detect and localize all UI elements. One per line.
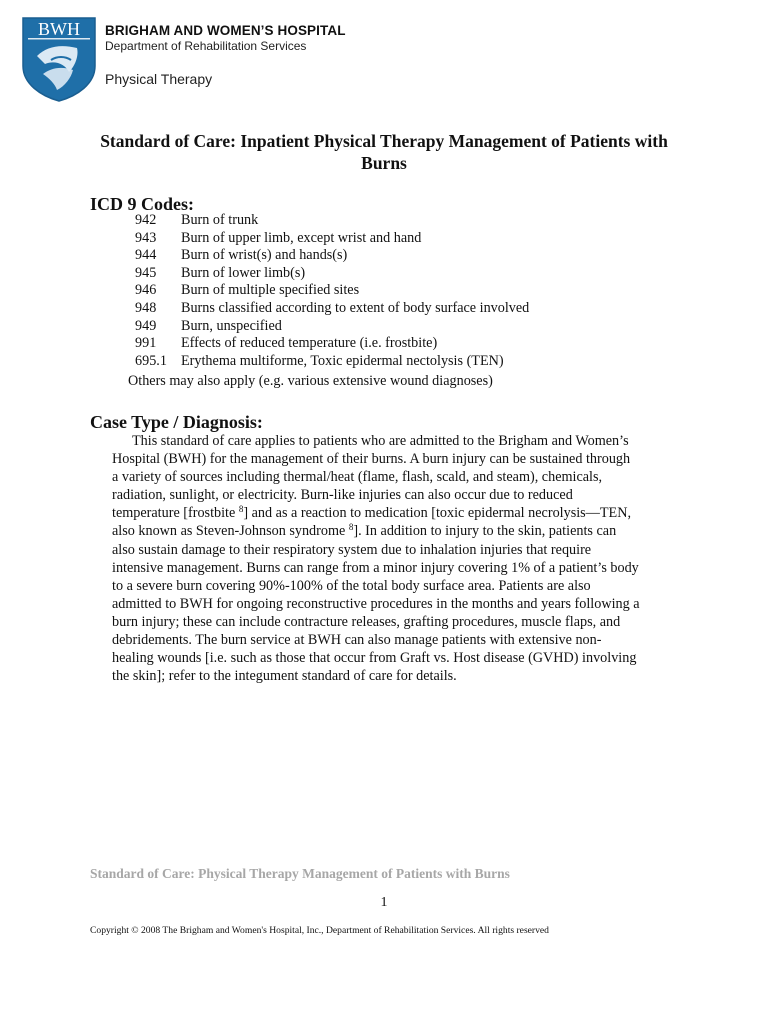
organization-block: [105, 23, 346, 87]
page-number: 1: [380, 895, 388, 910]
logo-text: BWH: [38, 19, 80, 39]
paragraph-line: Hospital (BWH) for the management of their burns. A burn injury can be sustained through: [112, 451, 631, 468]
icd-code-row: [135, 247, 529, 265]
icd-others-note: Others may also apply (e.g. various extensive wound diagnoses): [128, 373, 493, 389]
paragraph-line: This standard of care applies to patients who are admitted to the Brigham and Women’s: [132, 433, 629, 449]
reference-marker: 8: [238, 504, 244, 515]
case-type-paragraph: [112, 432, 682, 685]
icd-code-row: [135, 212, 529, 230]
icd-description: Erythema multiforme, Toxic epidermal nectolysis (TEN): [181, 352, 504, 369]
icd-description: Burn of wrist(s) and hands(s): [181, 247, 348, 264]
paragraph-line: healing wounds [i.e. such as those that occur from Graft vs. Host disease (GVHD) involving: [112, 650, 637, 667]
division-name: Physical Therapy: [105, 71, 213, 87]
icd-description: Effects of reduced temperature (i.e. frostbite): [181, 335, 438, 352]
bwh-shield-icon: [21, 16, 97, 102]
icd-code: 948: [135, 299, 157, 316]
icd-code: 945: [135, 264, 157, 281]
icd-code-row: [135, 318, 529, 336]
department-name: Department of Rehabilitation Services: [105, 39, 307, 53]
icd-code-row: [135, 265, 529, 283]
line-text: ]. In addition to injury to the skin, patients can: [353, 523, 617, 540]
footer-title: Standard of Care: Physical Therapy Management of Patients with Burns: [90, 866, 510, 881]
icd-code-row: [135, 353, 529, 371]
icd-code-row: [135, 230, 529, 248]
icd-code: 946: [135, 282, 157, 299]
icd-code-row: [135, 335, 529, 353]
copyright-notice: Copyright © 2008 The Brigham and Women's Hospital, Inc., Department of Rehabilitation Services. All rights reserved: [90, 925, 549, 936]
icd-code-row: [135, 282, 529, 300]
paragraph-line: the skin]; refer to the integument standard of care for details.: [112, 668, 457, 685]
line-text: ] and as a reaction to medication [toxic epidermal necrolysis—TEN,: [243, 505, 631, 522]
icd-code-list: [135, 212, 529, 370]
bwh-logo-shield: [21, 16, 97, 102]
document-title: Standard of Care: Inpatient Physical Therapy Management of Patients with Burns: [100, 131, 668, 173]
case-type-heading: Case Type / Diagnosis:: [90, 412, 263, 432]
line-text: temperature [frostbite: [112, 505, 239, 522]
icd-description: Burn of upper limb, except wrist and hand: [181, 229, 422, 246]
icd-code: 942: [135, 212, 157, 228]
line-text: also known as Steven-Johnson syndrome: [112, 523, 349, 540]
reference-marker: 8: [348, 522, 354, 533]
icd-description: Burns classified according to extent of body surface involved: [181, 299, 530, 316]
org-name: BRIGHAM AND WOMEN’S HOSPITAL: [105, 23, 346, 38]
icd-code: 695.1: [135, 352, 167, 369]
icd-code: 949: [135, 317, 157, 334]
paragraph-line: intensive management. Burns can range from a minor injury covering 1% of a patient’s body: [112, 559, 639, 576]
paragraph-line: also sustain damage to their respiratory system due to inhalation injuries that require: [112, 541, 592, 558]
paragraph-line: [112, 504, 682, 522]
icd-description: Burn of trunk: [181, 212, 259, 228]
icd-description: Burn, unspecified: [181, 317, 282, 334]
icd-code-row: [135, 300, 529, 318]
paragraph-line: a variety of sources including thermal/heat (flame, flash, scald, and steam), chemicals,: [112, 469, 603, 486]
icd-code: 943: [135, 229, 157, 246]
paragraph-line: radiation, sunlight, or electricity. Burn-like injuries can also occur due to reduced: [112, 487, 573, 504]
icd-code: 991: [135, 335, 157, 352]
paragraph-line: burn injury; these can include contracture releases, grafting procedures, muscle flaps, and: [112, 613, 621, 630]
paragraph-line: to a severe burn covering 90%-100% of the total body surface area. Patients are also: [112, 577, 591, 594]
paragraph-line: [112, 522, 682, 540]
icd-description: Burn of multiple specified sites: [181, 282, 360, 299]
icd-code: 944: [135, 247, 157, 264]
icd-description: Burn of lower limb(s): [181, 264, 306, 281]
icd-heading: ICD 9 Codes:: [90, 194, 195, 214]
paragraph-line: debridements. The burn service at BWH can also manage patients with extensive non-: [112, 632, 602, 649]
paragraph-line: admitted to BWH for ongoing reconstructive procedures in the months and years following a: [112, 595, 640, 612]
